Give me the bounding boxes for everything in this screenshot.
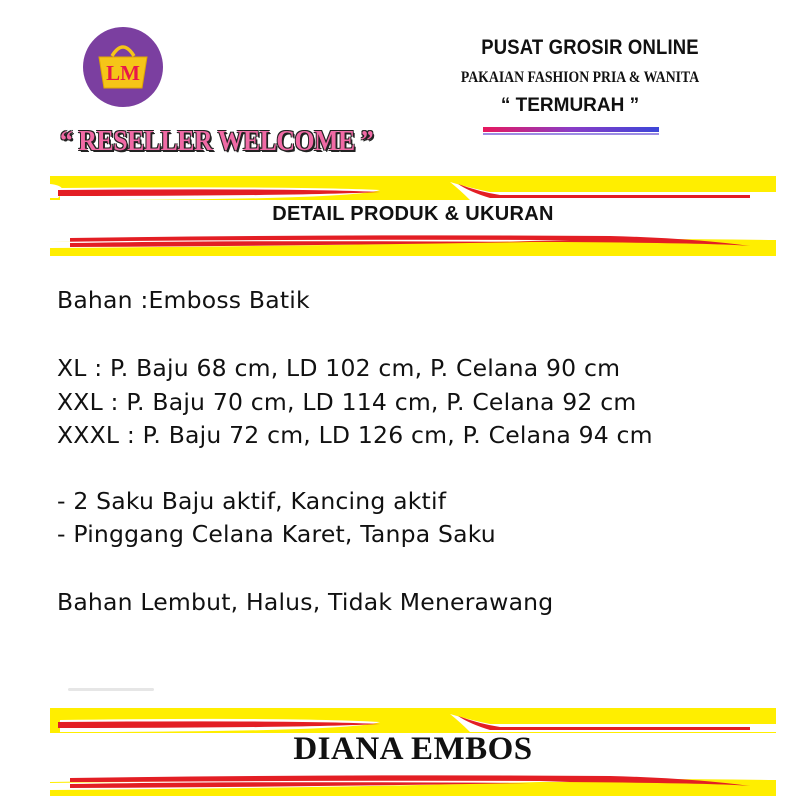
material-line: Bahan :Emboss Batik bbox=[57, 286, 310, 314]
feature-line-waist: - Pinggang Celana Karet, Tanpa Saku bbox=[57, 520, 496, 548]
tagline-underline-shadow bbox=[483, 133, 659, 135]
lm-logo bbox=[82, 26, 164, 108]
product-banner bbox=[50, 708, 776, 796]
store-title: PUSAT GROSIR ONLINE bbox=[481, 36, 699, 59]
fabric-note: Bahan Lembut, Halus, Tidak Menerawang bbox=[57, 588, 554, 616]
store-tagline: “ TERMURAH ” bbox=[500, 95, 640, 116]
size-line-xxl: XXL : P. Baju 70 cm, LD 114 cm, P. Celana 92 cm bbox=[57, 388, 637, 416]
size-line-xl: XL : P. Baju 68 cm, LD 102 cm, P. Celana 90 cm bbox=[57, 354, 621, 382]
store-subtitle: PAKAIAN FASHION PRIA & WANITA bbox=[460, 69, 700, 86]
size-line-xxxl: XXXL : P. Baju 72 cm, LD 126 cm, P. Celana 94 cm bbox=[57, 421, 653, 449]
product-name: DIANA EMBOS bbox=[293, 731, 533, 767]
tagline-underline bbox=[483, 127, 659, 132]
section-title: DETAIL PRODUK & UKURAN bbox=[272, 203, 554, 225]
divider-smudge bbox=[68, 688, 154, 691]
feature-line-pockets: - 2 Saku Baju aktif, Kancing aktif bbox=[57, 487, 447, 515]
section-banner bbox=[50, 176, 776, 256]
logo-text: LM bbox=[106, 61, 140, 85]
reseller-welcome: “ RESELLER WELCOME ” bbox=[60, 126, 374, 157]
